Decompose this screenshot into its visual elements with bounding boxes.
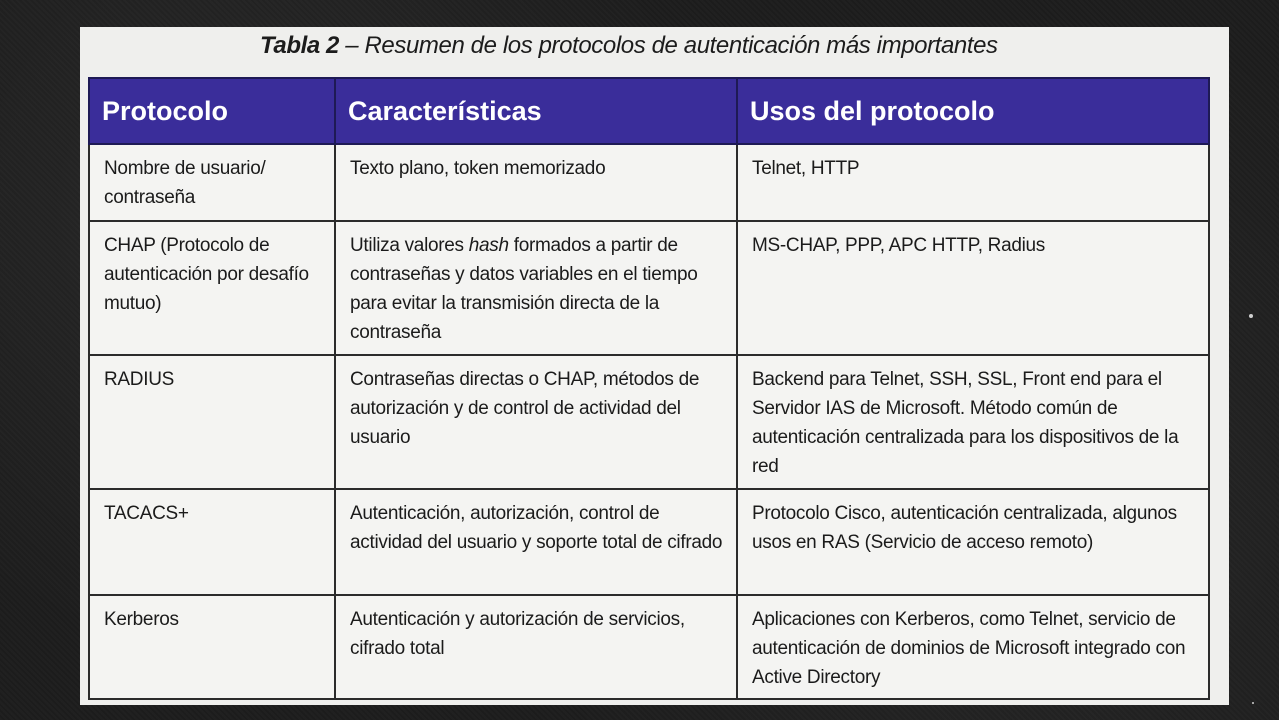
protocol-cell: CHAP (Protocolo de autenticación por desafío mutuo) bbox=[89, 221, 335, 355]
features-cell: Autenticación, autorización, control de actividad del usuario y soporte total de cifrado bbox=[335, 489, 737, 595]
features-cell: Autenticación y autorización de servicios, cifrado total bbox=[335, 595, 737, 699]
table-caption bbox=[260, 32, 998, 60]
table-row bbox=[89, 595, 1209, 699]
decorative-dot bbox=[1249, 314, 1253, 318]
table-header-row bbox=[89, 78, 1209, 144]
uses-cell: Backend para Telnet, SSH, SSL, Front end para el Servidor IAS de Microsoft. Método común de autenticación centralizada para los dispositivos de la red bbox=[737, 355, 1209, 489]
uses-cell: MS-CHAP, PPP, APC HTTP, Radius bbox=[737, 221, 1209, 355]
table-caption-text: – Resumen de los protocolos de autenticación más importantes bbox=[339, 32, 998, 59]
header-caracteristicas: Características bbox=[335, 78, 737, 144]
table-row bbox=[89, 489, 1209, 595]
protocol-cell: RADIUS bbox=[89, 355, 335, 489]
features-cell bbox=[335, 221, 737, 355]
table-caption-label: Tabla 2 bbox=[260, 32, 340, 59]
document-sheet bbox=[80, 27, 1229, 705]
features-emphasis: hash bbox=[468, 235, 509, 256]
protocol-cell: Kerberos bbox=[89, 595, 335, 699]
header-protocolo: Protocolo bbox=[89, 78, 335, 144]
table-row bbox=[89, 355, 1209, 489]
protocol-cell: TACACS+ bbox=[89, 489, 335, 595]
table-row bbox=[89, 144, 1209, 221]
features-text: Utiliza valores bbox=[350, 235, 469, 256]
features-text: formados a partir de contraseñas y datos variables en el tiempo para evitar la transmisión directa de la contraseña bbox=[350, 235, 698, 343]
protocols-table bbox=[88, 77, 1210, 700]
uses-cell: Protocolo Cisco, autenticación centralizada, algunos usos en RAS (Servicio de acceso remoto) bbox=[737, 489, 1209, 595]
header-usos: Usos del protocolo bbox=[737, 78, 1209, 144]
features-cell: Contraseñas directas o CHAP, métodos de autorización y de control de actividad del usuario bbox=[335, 355, 737, 489]
uses-cell: Telnet, HTTP bbox=[737, 144, 1209, 221]
uses-cell: Aplicaciones con Kerberos, como Telnet, servicio de autenticación de dominios de Microsoft integrado con Active Directory bbox=[737, 595, 1209, 699]
protocol-cell: Nombre de usuario/ contraseña bbox=[89, 144, 335, 221]
decorative-dot bbox=[1252, 702, 1254, 704]
features-cell: Texto plano, token memorizado bbox=[335, 144, 737, 221]
table-row bbox=[89, 221, 1209, 355]
